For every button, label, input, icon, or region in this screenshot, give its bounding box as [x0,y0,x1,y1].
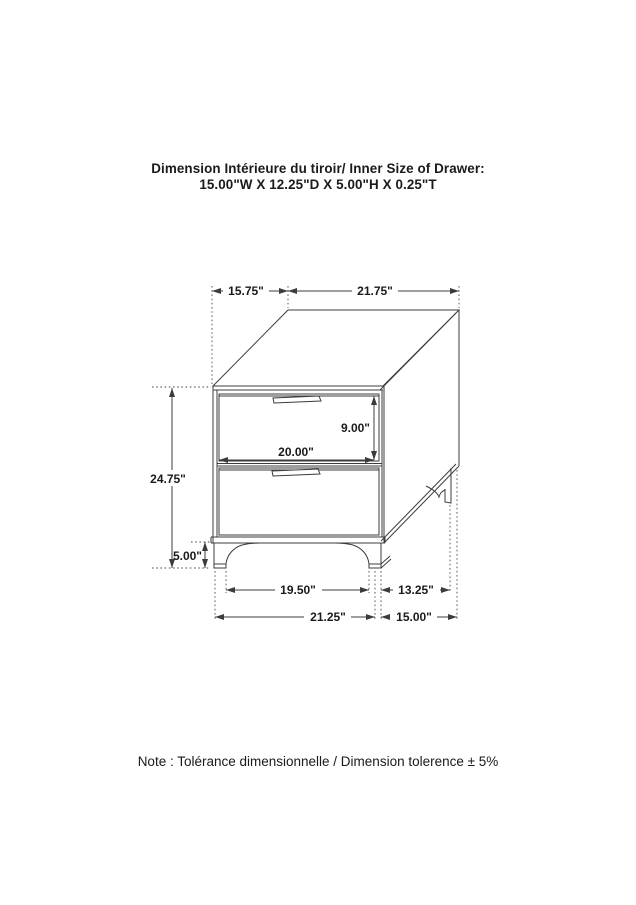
dim-leg-height-label: 5.00" [172,549,202,563]
dimension-overall-height [146,387,211,568]
dimension-drawer-height [341,396,374,460]
dim-overall-height-label: 24.75" [150,472,186,486]
dimension-side-feet-span [381,505,450,620]
drawer-1-handle [273,396,321,403]
dimension-overall-width [215,571,375,624]
dimension-feet-inner-span [226,571,369,597]
dim-side-feet-span-label: 13.25" [398,583,434,597]
nightstand-drawing [211,310,459,568]
dim-drawer-height-label: 9.00" [340,421,370,435]
drawer-2-front [219,468,379,535]
dimension-drawer-width [219,444,374,460]
dimension-overall-depth [381,470,457,624]
dimension-top-width [288,284,459,308]
dimension-leg-height [173,542,212,568]
dim-overall-width-label: 21.25" [310,610,346,624]
drawing-title-line1: Dimension Intérieure du tiroir/ Inner Size of Drawer: [151,161,485,176]
dim-top-width-label: 21.75" [357,284,393,298]
dim-overall-depth-label: 15.00" [396,610,432,624]
dim-feet-inner-span-label: 19.50" [280,583,316,597]
dimension-top-depth [212,284,288,384]
drawing-title [0,161,636,193]
drawing-title-line2: 15.00"W X 12.25"D X 5.00"H X 0.25"T [199,177,437,192]
dim-drawer-width-label: 20.00" [278,445,314,459]
dim-top-depth-label: 15.75" [228,284,264,298]
tolerance-note: Note : Tolérance dimensionnelle / Dimension tolerence ± 5% [137,754,499,769]
